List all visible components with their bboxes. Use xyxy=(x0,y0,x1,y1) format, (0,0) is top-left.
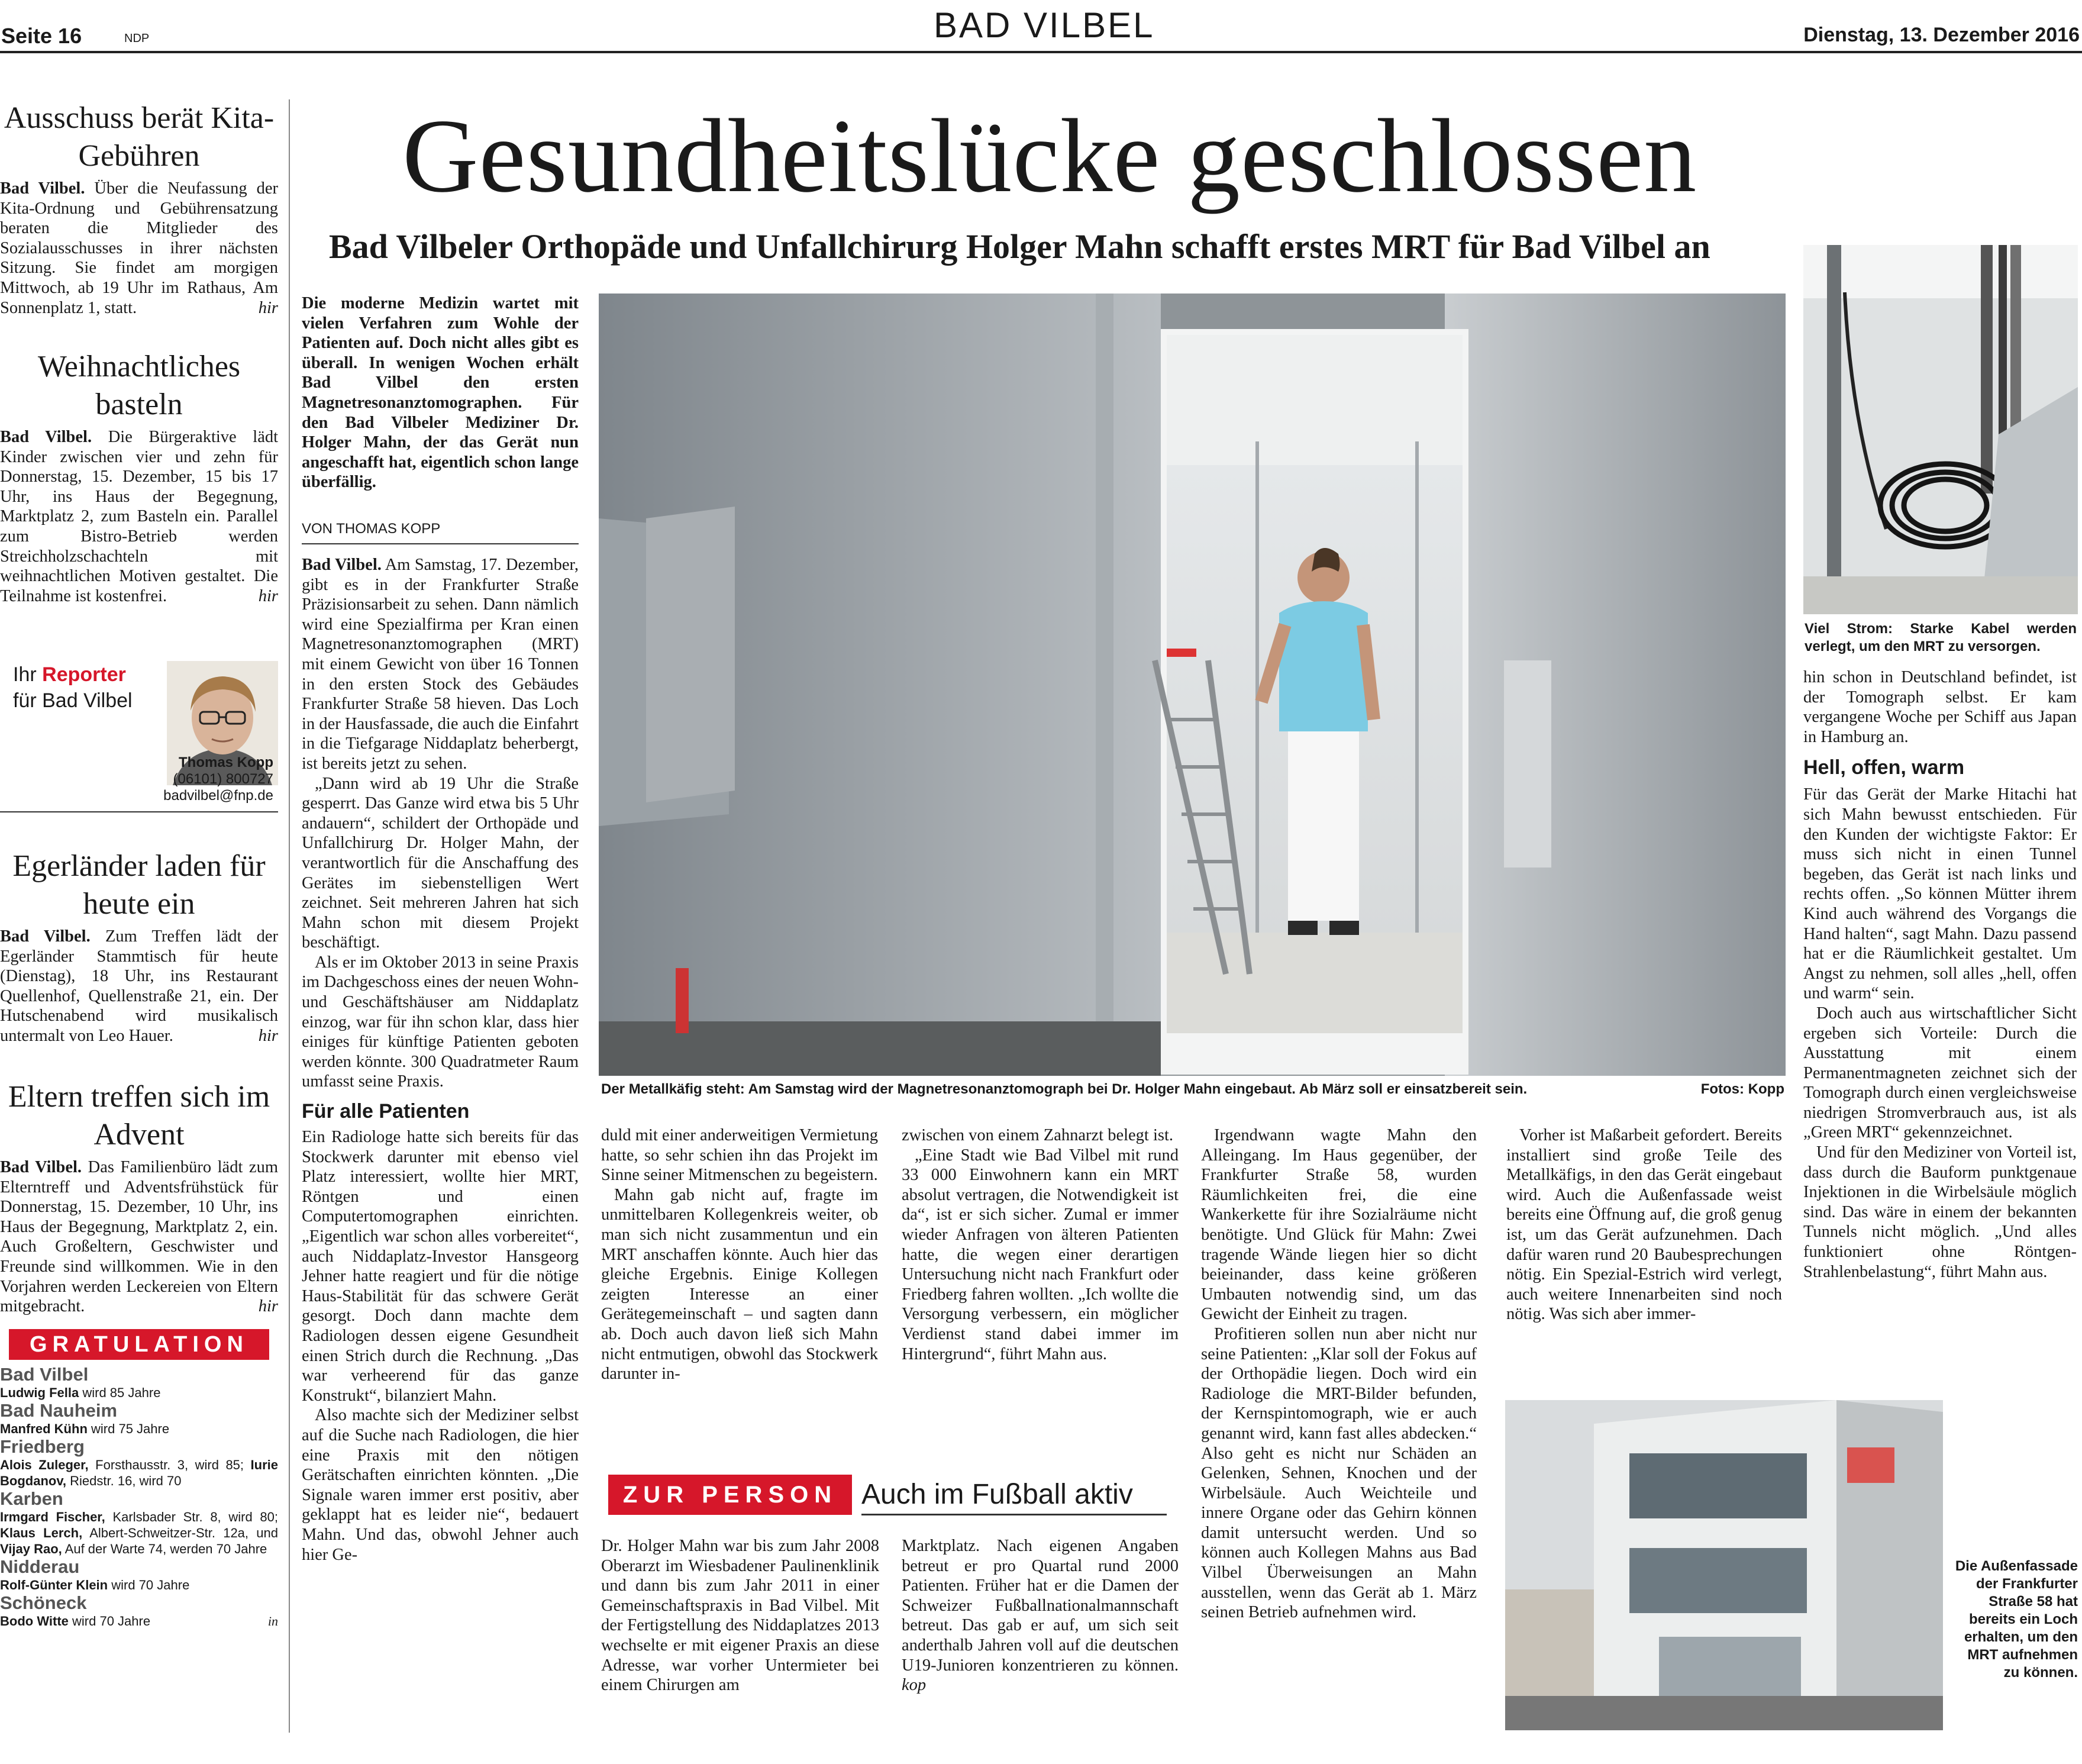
article-headline: Gesundheitslücke geschlossen xyxy=(402,97,1697,214)
brief-text xyxy=(0,427,278,606)
gratulation-town: Nidderau xyxy=(0,1556,80,1577)
gratulation-town: Bad Vilbel xyxy=(0,1364,89,1385)
brief-lead: Bad Vilbel. xyxy=(0,428,92,446)
cable-photo-caption: Viel Strom: Starke Kabel werden verlegt, um den MRT zu versorgen. xyxy=(1805,621,2077,654)
main-photo xyxy=(599,294,1786,1076)
brief-body: Zum Treffen lädt der Egerländer Stammtisch für heute (Dienstag), 18 Uhr, ins Restaurant Quellenhof, Quellenstraße 21, ein. Der Hutschenabend wird musikalisch untermalt von Leo Hauer. xyxy=(0,927,279,1045)
gratulation-entry: Irmgard Fischer, Karlsbader Str. 8, wird 80; Klaus Lerch, Albert-Schweitzer-Str. 12a, und Vijay Rao, Auf der Warte 74, werden 70 Jahre xyxy=(0,1510,278,1556)
gratulation-town: Schöneck xyxy=(0,1592,87,1613)
facade-photo-caption: Die Außenfassade der Frankfurter Straße 58 hat bereits ein Loch erhalten, um den MRT aufnehmen zu können. xyxy=(1955,1558,2078,1681)
article-paragraph: Profitieren sollen nun aber nicht nur seine Patienten: „Klar soll der Fokus auf der Orthopädie liegen. Doch wird ein Radiologe die MRT-Bilder befunden, der Kernspintomograph, wie er auch genannt wird, kann fast alles abdecken.“ Also geht es nicht nur Schäden an Gelenken, Sehnen, Knochen und der Wirbelsäule. Auch Weichteile und innere Organe oder das Gehirn können damit untersucht werden. Und so können auch Kollegen Mahns aus Bad Vilbel Überweisungen an Mahn ausstellen, wenn das Gerät ab 1. März seinen Betrieb aufnehmen wird. xyxy=(1201,1324,1477,1622)
article-column-4 xyxy=(1201,1126,1477,1623)
zur-person-label: ZUR PERSON xyxy=(608,1475,852,1515)
reporter-line2: für Bad Vilbel xyxy=(13,689,133,712)
brief-text xyxy=(0,1157,278,1317)
gratulation-list xyxy=(0,1365,278,1629)
reporter-ihr: Ihr xyxy=(13,663,37,686)
brief-kita xyxy=(0,99,278,318)
gratulation-entry: Manfred Kühn wird 75 Jahre xyxy=(0,1421,170,1436)
article-paragraph: Und für den Mediziner von Vorteil ist, dass durch die Bauform punktgenaue Injektionen in die Wirbelsäule möglich sind. Das wäre in einem der bekannten Tunnels nicht möglich. „Und alles funktioniert ohne Röntgen-Strahlenbelastung“, führt Mahn aus. xyxy=(1803,1143,2077,1281)
article-paragraph: Doch auch aus wirtschaftlicher Sicht ergeben sich Vorteile: Durch die Ausstattung mit einem Permanentmagneten zeichnet sich der Tomograph durch einen vergleichsweise niedrigen Stromverbrauch aus, ist als „Green MRT“ gekennzeichnet. xyxy=(1803,1004,2077,1142)
brief-title: Egerländer laden für heute ein xyxy=(12,849,266,921)
article-paragraph: Mahn gab nicht auf, fragte im unmittelbaren Kollegenkreis weiter, ob man sich nicht zusammentun und ein MRT anschaffen könnte. Auch hier das gleiche Ergebnis. Einige Kollegen zeigten Interesse an einer Gerätegemeinschaft – und sagten dann ab. Doch auch davon ließ sich Mahn nicht entmutigen, obwohl das Stockwerk darunter in- xyxy=(601,1185,878,1384)
article-column-6 xyxy=(1803,667,2077,1282)
facade-photo-image xyxy=(1505,1400,1943,1730)
byline-rule xyxy=(302,543,579,544)
reporter-name: Thomas Kopp xyxy=(179,754,273,770)
brief-title: Weihnachtliches basteln xyxy=(37,350,241,421)
page-number: Seite 16 xyxy=(1,24,82,48)
gratulation-town: Friedberg xyxy=(0,1436,85,1457)
gratulation-entry: Rolf-Günter Klein wird 70 Jahre xyxy=(0,1578,190,1592)
gratulation-label: GRATULATION xyxy=(9,1329,269,1360)
brief-text xyxy=(0,179,278,318)
brief-title: Eltern treffen sich im Advent xyxy=(8,1080,270,1152)
article-paragraph: Ein Radiologe hatte sich bereits für das Stockwerk darunter mit ebenso viel Platz interessiert, wollte hier MRT, Röntgen und einen Computertomographen einrichten. „Eigentlich war schon alles vorbereitet“, auch Niddaplatz-Investor Hansgeorg Jehner hatte reagiert und für die nötige Haus-Stabilität für das schwere Gerät gesorgt. Doch dann machte dem Radiologen dessen eigene Gesundheit einen Strich durch die Rechnung. „Das war verheerend für das ganze Konstrukt“, bilanziert Mahn. xyxy=(302,1128,579,1405)
header-rule xyxy=(0,51,2082,53)
article-paragraph: Vorher ist Maßarbeit gefordert. Bereits installiert sind große Teile des Metallkäfigs, in den das Gerät eingebaut wird. Auch die Außenfassade weist bereits eine Öffnung auf, die groß genug ist, um das Gerät aufzunehmen. Dach dafür waren rund 20 Baubesprechungen nötig. Ein Spezial-Estrich wird verlegt, auch weitere Innenarbeiten sind noch nötig. Was sich aber immer- xyxy=(1506,1126,1782,1324)
gratulation-entry: Ludwig Fella wird 85 Jahre xyxy=(0,1385,161,1400)
article-intro: Die moderne Medizin wartet mit vielen Verfahren zum Wohle der Patienten auf. Doch nicht alles gibt es überall. In wenigen Wochen erhält Bad Vilbel den ersten Magnetresonanztomographen. Für den Bad Vilbeler Mediziner Dr. Holger Mahn, der das Gerät nun angeschafft hat, eigentlich schon lange überfällig. xyxy=(302,294,579,492)
article-paragraph: Bad Vilbel. Am Samstag, 17. Dezember, gibt es in der Frankfurter Straße Präzisionsarbeit zu sehen. Dann nämlich wird eine Spezialfirma per Kran einen Magnetresonanztomographen (MRT) mit einem Gewicht von über 16 Tonnen in den ersten Stock des Gebäudes Frankfurter Straße 58 hieven. Das Loch in der Hausfassade, die auch die Einfahrt in die Tiefgarage Niddaplatz beherbergt, ist bereits jetzt zu sehen. xyxy=(302,556,579,773)
article-paragraph: Irgendwann wagte Mahn den Alleingang. Im Haus gegenüber, der Frankfurter Straße 58, wurden Räumlichkeiten frei, die eine Wankerkette für ihre Sozialräume nicht benötigte. Und Glück für Mahn: Zwei tragende Wände liegen hier so dicht beieinander, dass keine größeren Umbauten notwendig sind, um das Gewicht der Einheit zu tragen. xyxy=(1201,1126,1477,1324)
brief-lead: Bad Vilbel. xyxy=(0,1158,82,1176)
article-byline: VON THOMAS KOPP xyxy=(302,521,441,537)
reporter-phone: (06101) 800727 xyxy=(173,771,273,787)
brief-lead: Bad Vilbel. xyxy=(0,927,91,946)
article-subheadline: Bad Vilbeler Orthopäde und Unfallchirurg Holger Mahn schafft erstes MRT für Bad Vilbel an xyxy=(329,227,1710,266)
reporter-highlight: Reporter xyxy=(42,663,126,686)
cable-photo-image xyxy=(1803,245,2078,614)
gratulation-town: Bad Nauheim xyxy=(0,1400,118,1421)
mrt-cage-photo xyxy=(599,294,1786,1076)
facade-photo xyxy=(1505,1400,1943,1730)
brief-title: Ausschuss berät Kita-Gebühren xyxy=(4,101,275,173)
gratulation-entry: Bodo Witte wird 70 Jahre in xyxy=(0,1614,278,1628)
issue-date: Dienstag, 13. Dezember 2016 xyxy=(1803,24,2080,46)
column-divider xyxy=(289,99,290,1733)
article-paragraph: „Dann wird ab 19 Uhr die Straße gesperrt. Das Ganze wird etwa bis 5 Uhr andauern“, schildert der Orthopäde und Unfallchirurg Dr. Holger Mahn, der verantwortlich für die Anschaffung des Gerätes im siebenstelligen Wert zeichnet. Seit mehreren Jahren hat sich Mahn schon mit diesem Projekt beschäftigt. xyxy=(302,774,579,952)
gratulation-entry: Alois Zuleger, Forsthausstr. 3, wird 85; Iurie Bogdanov, Riedstr. 16, wird 70 xyxy=(0,1457,278,1488)
reporter-box xyxy=(0,648,278,812)
brief-signature: hir xyxy=(258,298,278,317)
brief-egerlaender xyxy=(0,847,278,1046)
cable-photo xyxy=(1803,245,2078,614)
section-title: BAD VILBEL xyxy=(934,5,1155,45)
article-paragraph: duld mit einer anderweitigen Vermietung hatte, so sehr schien ihn das Projekt im Sinne seiner Mitmenschen zu begeistern. xyxy=(601,1126,879,1185)
brief-eltern xyxy=(0,1078,278,1317)
article-subheading: Hell, offen, warm xyxy=(1803,756,1965,779)
article-paragraph: Als er im Oktober 2013 in seine Praxis im Dachgeschoss eines der neuen Wohn- und Geschäftshäuser am Niddaplatz einzog, war für ihn schon klar, dass hier einiges für künftige Patienten geboten werden könnte. 300 Quadratmeter Raum umfasst seine Praxis. xyxy=(302,953,579,1091)
article-paragraph: „Eine Stadt wie Bad Vilbel mit rund 33 000 Einwohnern kann ein MRT absolut vertragen, die Notwendigkeit ist da“, ist er sich sicher. Zumal er immer wieder Anfragen von älteren Patienten hatte, die wegen einer derartigen Untersuchung nicht nach Frankfurt oder Friedberg fahren wollten. „Ich wollte die Versorgung verbessern, ein möglicher Verdienst stand dabei immer im Hintergrund“, führt Mahn aus. xyxy=(902,1146,1179,1363)
photo-credit: Fotos: Kopp xyxy=(1700,1081,1784,1097)
caption-text: Der Metallkäfig steht: Am Samstag wird der Magnetresonanztomograph bei Dr. Holger Mahn eingebaut. Ab März soll er einsatzbereit sein. xyxy=(601,1081,1528,1097)
zur-person-col-2: Marktplatz. Nach eigenen Angaben betreut er pro Quartal rund 2000 Patienten. Früher hat er die Damen der Schweizer Fußballnationalmannschaft betreut. Das gab er auf, um sich seit anderthalb Jahren voll auf die deutschen U19-Junioren konzentrieren zu können. kop xyxy=(902,1537,1179,1695)
zur-person-title: Auch im Fußball aktiv xyxy=(861,1479,1133,1510)
article-column-3 xyxy=(902,1126,1179,1364)
brief-signature: hir xyxy=(258,1026,278,1045)
gratulation-box xyxy=(0,1329,278,1629)
article-column-1 xyxy=(302,555,579,1565)
article-paragraph: zwischen von einem Zahnarzt belegt ist. xyxy=(902,1126,1174,1144)
brief-text xyxy=(0,927,278,1046)
brief-body: Das Familienbüro lädt zum Elterntreff und Adventsfrühstück für Donnerstag, 15. Dezember, 10 Uhr, ins Haus der Begegnung, Marktplatz 2, ein. Auch Großeltern, Geschwister und Freunde sind willkommen. Wie in den Vorjahren werden Leckereien von Eltern mitgebracht. xyxy=(0,1158,278,1316)
article-paragraph: Also machte sich der Mediziner selbst auf die Suche nach Radiologen, die hier eine Praxis mit den nötigen Gerätschaften einrichten könnten. „Die Signale waren immer erst positiv, aber geklappt hat es leider nie“, bedauert Mahn. Und das, obwohl Jehner auch hier Ge- xyxy=(302,1406,579,1564)
brief-body: Über die Neufassung der Kita-Ordnung und Gebührensatzung beraten die Mitglieder des Sozialausschusses in ihrer nächsten Sitzung. Sie findet am morgigen Mittwoch, ab 19 Uhr im Rathaus, Am Sonnenplatz 1, statt. xyxy=(0,179,278,317)
reporter-line1 xyxy=(13,663,126,686)
article-paragraph: hin schon in Deutschland befindet, ist der Tomograph selbst. Er kam vergangene Woche per Schiff aus Japan in Hamburg an. xyxy=(1803,668,2077,746)
zur-person-rule xyxy=(861,1514,1167,1515)
article-subheading: Für alle Patienten xyxy=(302,1100,470,1123)
article-column-2 xyxy=(601,1126,878,1384)
brief-signature: hir xyxy=(258,586,278,605)
edition-label: NDP xyxy=(124,32,150,45)
article-column-5 xyxy=(1506,1126,1782,1324)
brief-basteln xyxy=(0,348,278,606)
gratulation-town: Karben xyxy=(0,1488,63,1509)
article-paragraph: Für das Gerät der Marke Hitachi hat sich Mahn bewusst entschieden. Für den Kunden der wichtigste Faktor: Er muss sich nicht in einen Tunnel begeben, das Gerät ist nach links und rechts offen. „So können Mütter ihrem Kind auch während des Vorgangs die Hand halten“, sagt Mahn. Dazu passend hat er die Räumlichkeit gestaltet. Um Angst zu nehmen, soll alles „hell, offen und warm“ sein. xyxy=(1803,785,2077,1003)
reporter-email[interactable]: badvilbel@fnp.de xyxy=(163,788,273,804)
brief-signature: hir xyxy=(258,1297,278,1316)
brief-lead: Bad Vilbel. xyxy=(0,179,85,198)
main-photo-caption xyxy=(601,1081,1784,1098)
zur-person-col-1: Dr. Holger Mahn war bis zum Jahr 2008 Oberarzt im Wiesbadener Paulinenklinik und dann bis zum Jahr 2011 in einer Gemeinschaftspraxis in Bad Vilbel. Mit der Fertigstellung des Niddaplatzes 2013 wechselte er mit eigener Praxis an diese Adresse, war vorher Untermieter bei einem Chirurgen am xyxy=(601,1537,879,1695)
brief-body: Die Bürgeraktive lädt Kinder zwischen vier und zehn für Donnerstag, 15. Dezember, 15 bis 17 Uhr, ins Haus der Begegnung, Marktplatz 2, zum Basteln ein. Parallel zum Bistro-Betrieb werden Streichholzschachteln mit weihnachtlichen Motiven gestaltet. Die Teilnahme ist kostenfrei. xyxy=(0,428,279,605)
reporter-rule xyxy=(0,811,278,812)
